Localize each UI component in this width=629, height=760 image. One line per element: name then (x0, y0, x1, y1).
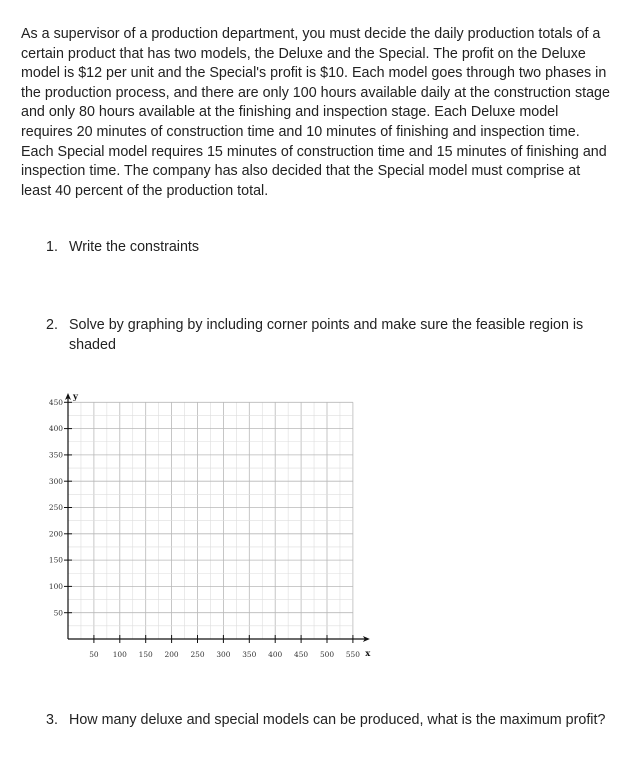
y-tick-label-100: 100 (48, 582, 63, 591)
x-tick-label-200: 200 (164, 650, 179, 659)
x-tick-label-550: 550 (345, 650, 360, 659)
x-tick-label-500: 500 (319, 650, 335, 659)
question-3-number: 3. (46, 712, 58, 728)
x-tick-label-150: 150 (138, 650, 153, 659)
x-tick-label-50: 50 (89, 650, 99, 659)
grid-lines (68, 402, 353, 639)
x-tick-label-300: 300 (216, 650, 231, 659)
x-tick-label-100: 100 (112, 650, 127, 659)
axes (65, 393, 370, 642)
x-axis-label: x (365, 649, 371, 659)
y-tick-label-50: 50 (53, 608, 63, 618)
question-2-text: Solve by graphing by including corner points and make sure the feasible region is shaded (69, 317, 584, 353)
question-3 (46, 711, 629, 731)
y-tick-label-300: 300 (48, 476, 63, 486)
y-tick-label-250: 250 (48, 503, 63, 513)
y-tick-label-400: 400 (48, 424, 63, 434)
question-1 (46, 238, 606, 258)
y-tick-label-200: 200 (48, 529, 63, 539)
question-1-number: 1. (46, 239, 58, 255)
x-tick-label-400: 400 (268, 650, 283, 659)
y-tick-label-150: 150 (48, 555, 63, 565)
x-tick-label-250: 250 (190, 650, 205, 659)
y-tick-label-350: 350 (48, 450, 63, 460)
question-2-number: 2. (46, 317, 58, 333)
x-tick-label-450: 450 (294, 650, 309, 659)
y-tick-label-450: 450 (48, 397, 63, 407)
tick-labels (49, 392, 371, 659)
problem-statement: As a supervisor of a production department, you must decide the daily production totals of a certain product that has two models, the Deluxe and the Special. The profit on the Deluxe model is $12 per unit and the Special's profit is $10. Each model goes through two phases in the production process, and there are only 100 hours available daily at the construction stage and only 80 hours available at the finishing and inspection stage. Each Deluxe model requires 20 minutes of construction time and 10 minutes of finishing and inspection time. Each Special model requires 15 minutes of construction time and 15 minutes of finishing and inspection time. The company has also decided that the Special model must comprise at least 40 percent of the production total. (21, 26, 610, 199)
question-2 (46, 316, 606, 355)
x-tick-label-350: 350 (242, 650, 257, 659)
tick-marks (64, 402, 353, 643)
question-3-text: How many deluxe and special models can be produced, what is the maximum profit? (69, 712, 606, 728)
question-1-text: Write the constraints (69, 239, 200, 255)
blank-graph (40, 384, 410, 669)
y-axis-label: y (73, 392, 78, 403)
